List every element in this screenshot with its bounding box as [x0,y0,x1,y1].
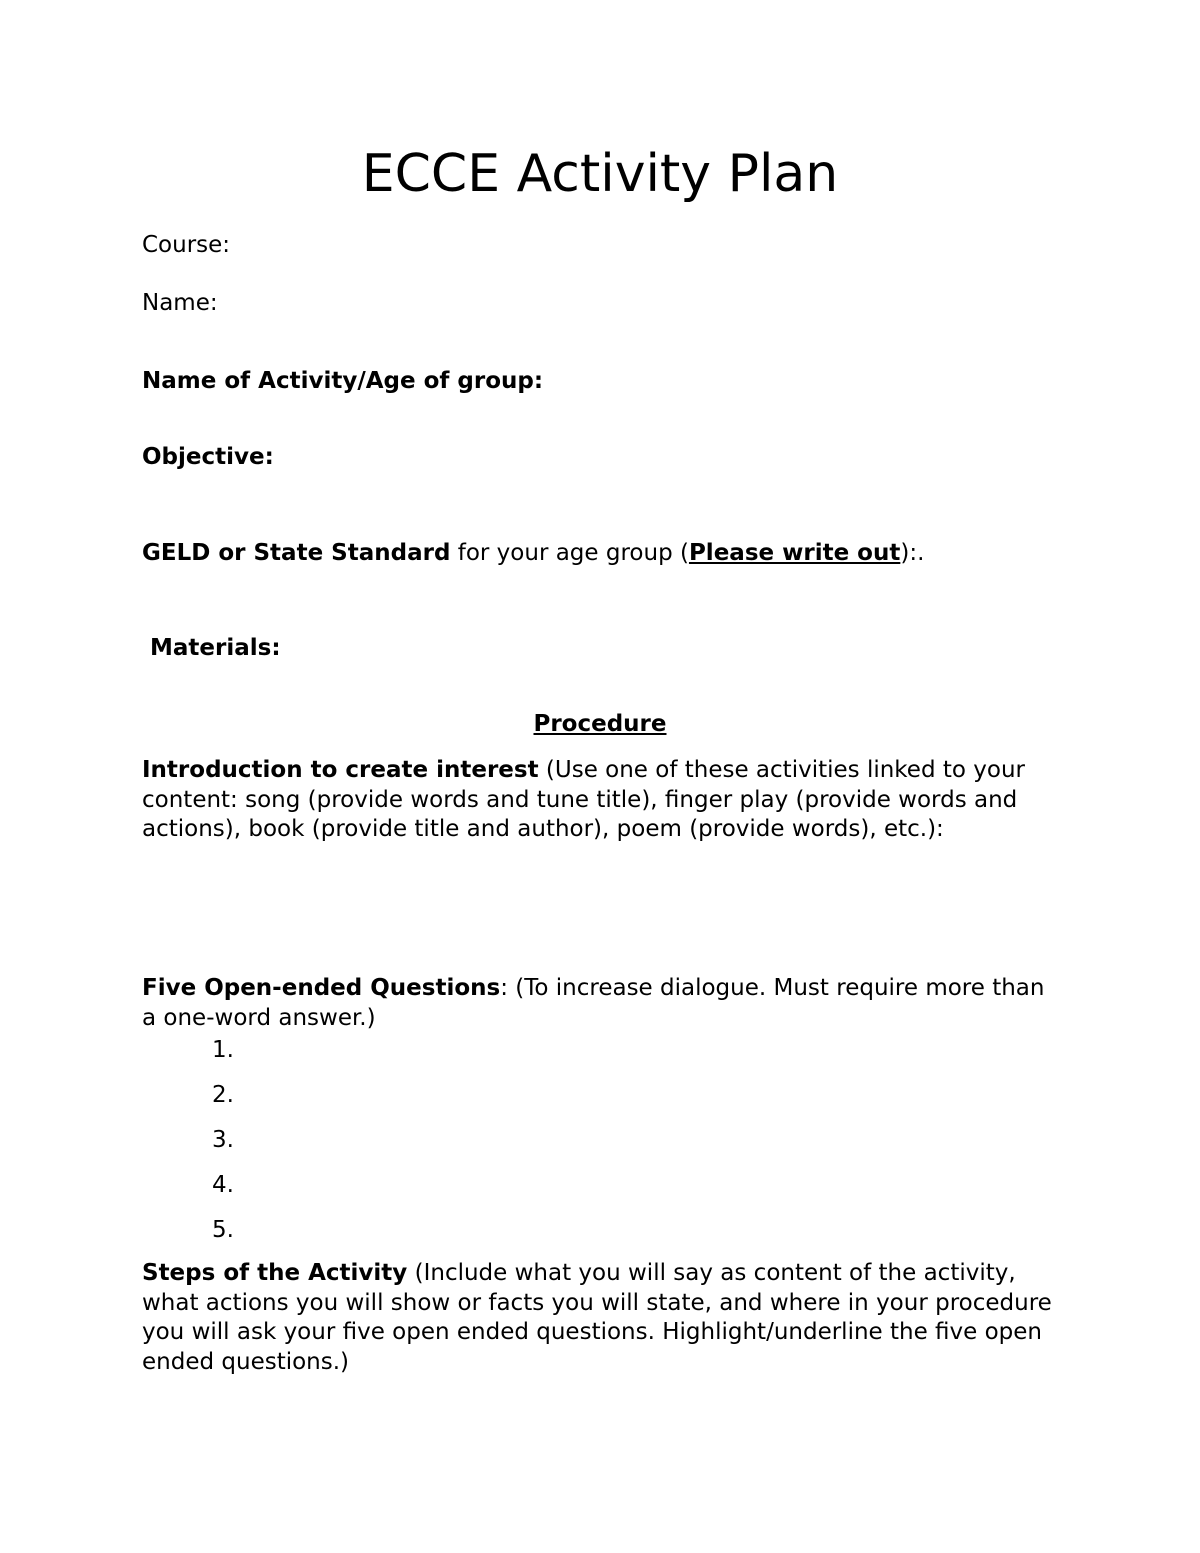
steps-bold-text: Steps of the Activity [142,1260,408,1286]
steps-text: (Include what you will say as content of the activity, what actions you will show or facts you will state, and where in your procedure you will ask your five open ended questions. Highlight/underline the five open ended questions.) [142,1260,1052,1376]
question-number: 2. [212,1082,234,1108]
introduction-text: (Use one of these activities linked to your content: song (provide words and tune title), finger play (provide words and actions), book (provide title and author), poem (provide words), etc.): [142,757,1025,843]
question-number: 4. [212,1172,234,1198]
questions-text: : (To increase dialogue. Must require more than a one-word answer.) [142,975,1045,1031]
questions-paragraph [142,974,1052,1033]
standard-end-text: ):. [900,540,925,566]
standard-underlined-text: Please write out [688,540,901,566]
document-title: ECCE Activity Plan [361,144,839,204]
name-label: Name: [142,290,218,316]
materials-label: Materials: [150,635,281,661]
steps-paragraph [142,1259,1052,1378]
introduction-paragraph [142,756,1052,845]
procedure-heading: Procedure [533,711,667,737]
question-number: 5. [212,1217,234,1243]
introduction-bold-text: Introduction to create interest [142,757,539,783]
questions-bold-text: Five Open-ended Questions [142,975,501,1001]
activity-age-label: Name of Activity/Age of group: [142,368,544,394]
question-number: 1. [212,1037,234,1063]
objective-label: Objective: [142,444,274,470]
standard-middle-text: for your age group ( [450,540,689,566]
course-label: Course: [142,232,231,258]
standard-line [142,538,924,568]
standard-bold-text: GELD or State Standard [142,540,451,566]
question-number: 3. [212,1127,234,1153]
